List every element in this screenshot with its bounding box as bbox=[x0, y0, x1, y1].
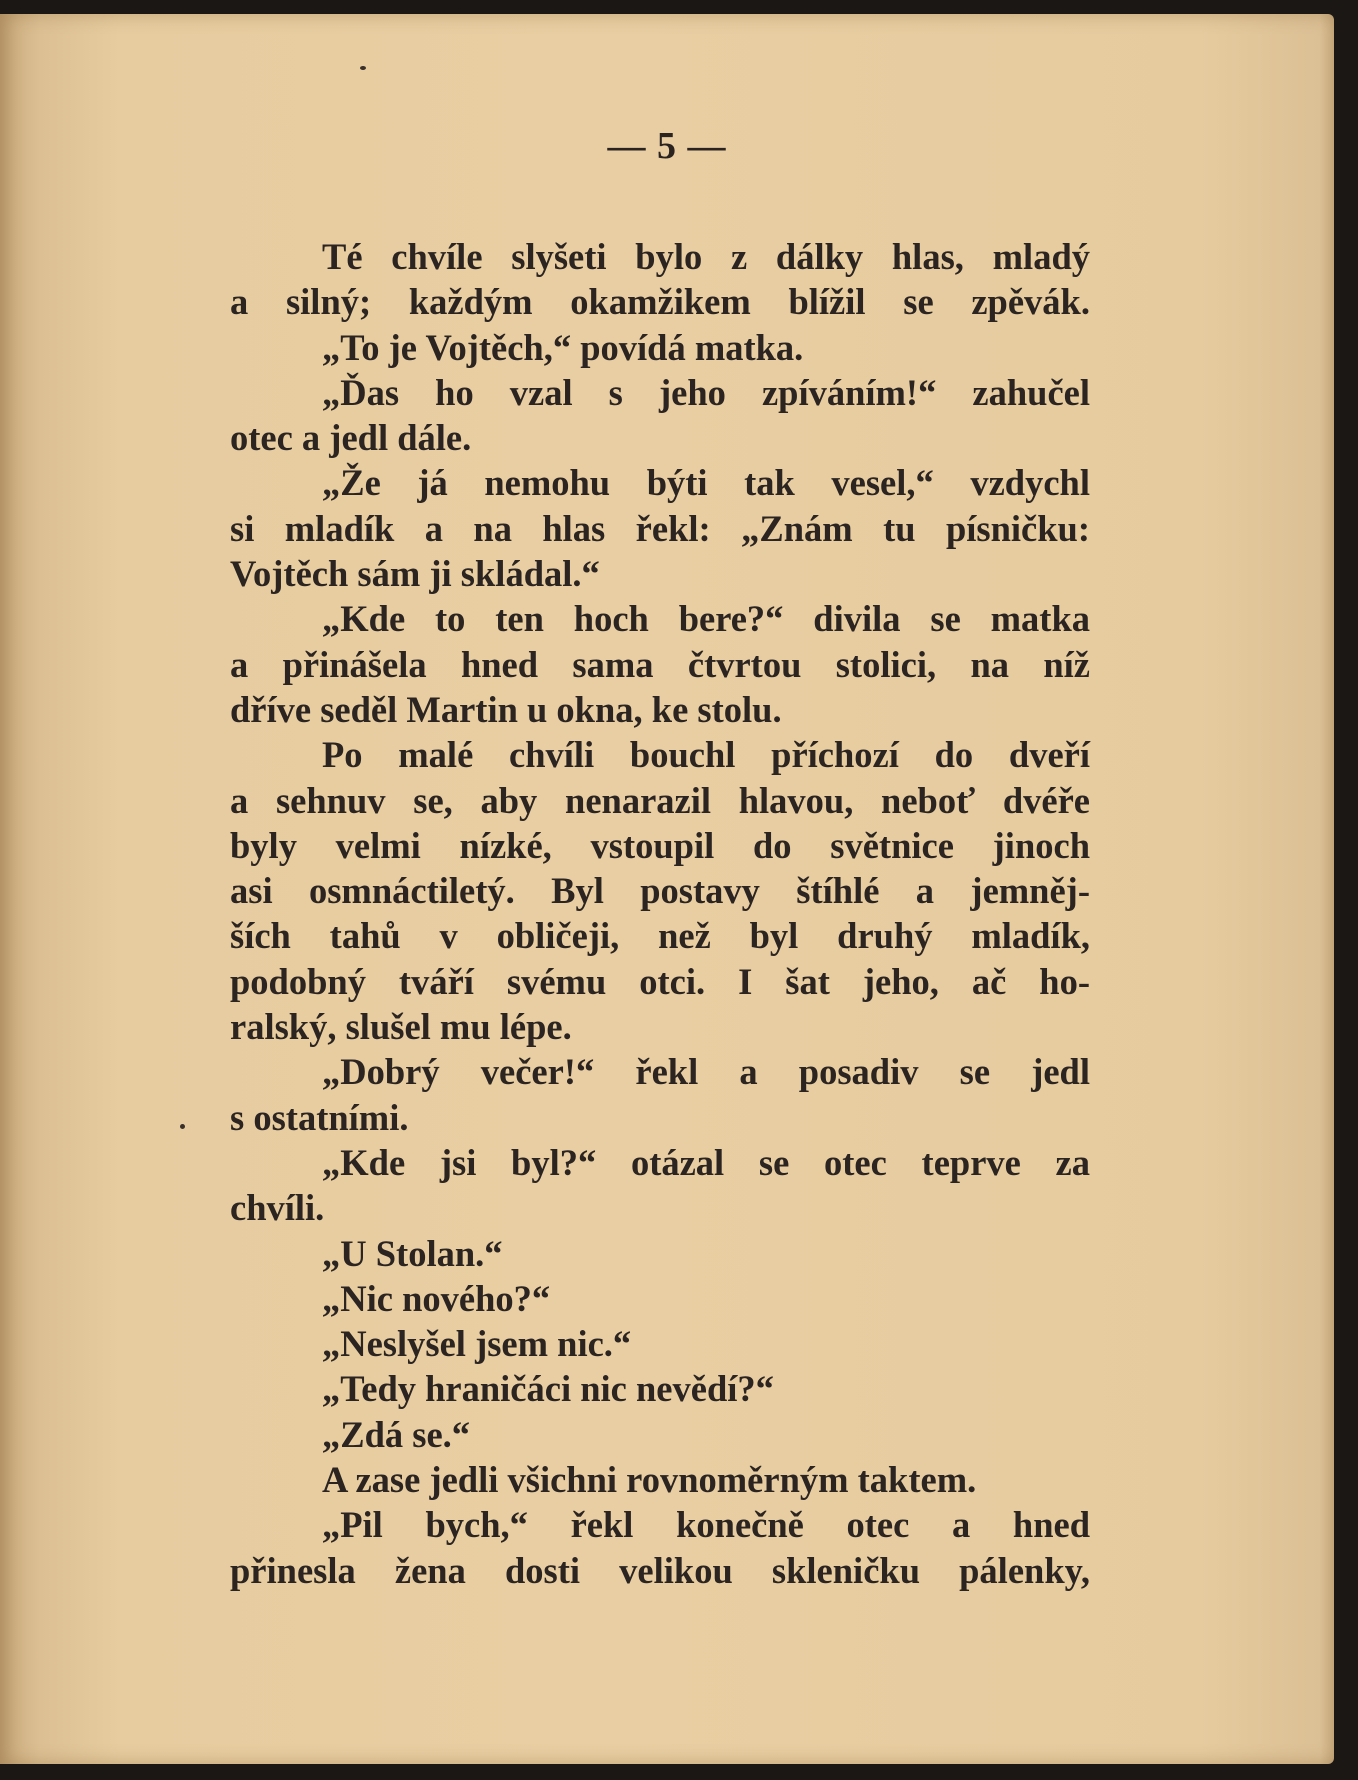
text-line: a sehnuv se, aby nenarazil hlavou, neboť dvéře bbox=[230, 779, 1090, 821]
book-page bbox=[0, 14, 1334, 1764]
text-line: „Zdá se.“ bbox=[322, 1413, 471, 1455]
text-line: „Pil bych,“ řekl konečně otec a hned bbox=[322, 1504, 1090, 1546]
text-line: byly velmi nízké, vstoupil do světnice jinoch bbox=[230, 824, 1090, 866]
text-line: „Kde to ten hoch bere?“ divila se matka bbox=[322, 598, 1090, 640]
text-line: chvíli. bbox=[230, 1187, 325, 1229]
text-line: „Nic nového?“ bbox=[322, 1277, 551, 1319]
text-line: „Kde jsi byl?“ otázal se otec teprve za bbox=[322, 1141, 1090, 1183]
text-line: „U Stolan.“ bbox=[322, 1232, 503, 1274]
text-line: Té chvíle slyšeti bylo z dálky hlas, mladý bbox=[322, 236, 1090, 277]
text-line: s ostatními. bbox=[230, 1096, 409, 1138]
text-line: „Neslyšel jsem nic.“ bbox=[322, 1323, 632, 1365]
text-line: ších tahů v obličeji, než byl druhý mladík, bbox=[230, 915, 1090, 957]
body-text bbox=[230, 234, 1090, 1593]
text-line: A zase jedli všichni rovnoměrným taktem. bbox=[322, 1459, 977, 1501]
text-line: asi osmnáctiletý. Byl postavy štíhlé a jemněj- bbox=[230, 870, 1090, 912]
text-line: podobný tváří svému otci. I šat jeho, ač ho- bbox=[230, 960, 1090, 1002]
text-line: „Že já nemohu býti tak vesel,“ vzdychl bbox=[322, 462, 1090, 504]
text-line: Vojtěch sám ji skládal.“ bbox=[230, 553, 600, 595]
text-line: „Tedy hraničáci nic nevědí?“ bbox=[322, 1368, 774, 1410]
text-line: dříve seděl Martin u okna, ke stolu. bbox=[230, 688, 782, 730]
text-line: otec a jedl dále. bbox=[230, 417, 472, 459]
text-line: Po malé chvíli bouchl příchozí do dveří bbox=[322, 734, 1090, 776]
text-line: a silný; každým okamžikem blížil se zpěvák. bbox=[230, 281, 1090, 323]
text-line: přinesla žena dosti velikou skleničku pálenky, bbox=[230, 1549, 1090, 1591]
text-line: „Dobrý večer!“ řekl a posadiv se jedl bbox=[322, 1051, 1090, 1093]
text-line: ralský, slušel mu lépe. bbox=[230, 1006, 572, 1048]
text-line: „To je Vojtěch,“ povídá matka. bbox=[322, 326, 804, 368]
text-line: „Ďas ho vzal s jeho zpíváním!“ zahučel bbox=[322, 371, 1090, 413]
text-line: a přinášela hned sama čtvrtou stolici, na níž bbox=[230, 643, 1090, 685]
page-number: — 5 — bbox=[607, 125, 727, 167]
text-line: si mladík a na hlas řekl: „Znám tu písničku: bbox=[230, 507, 1090, 549]
paper-speck bbox=[180, 1124, 185, 1129]
paper-speck bbox=[360, 66, 366, 70]
